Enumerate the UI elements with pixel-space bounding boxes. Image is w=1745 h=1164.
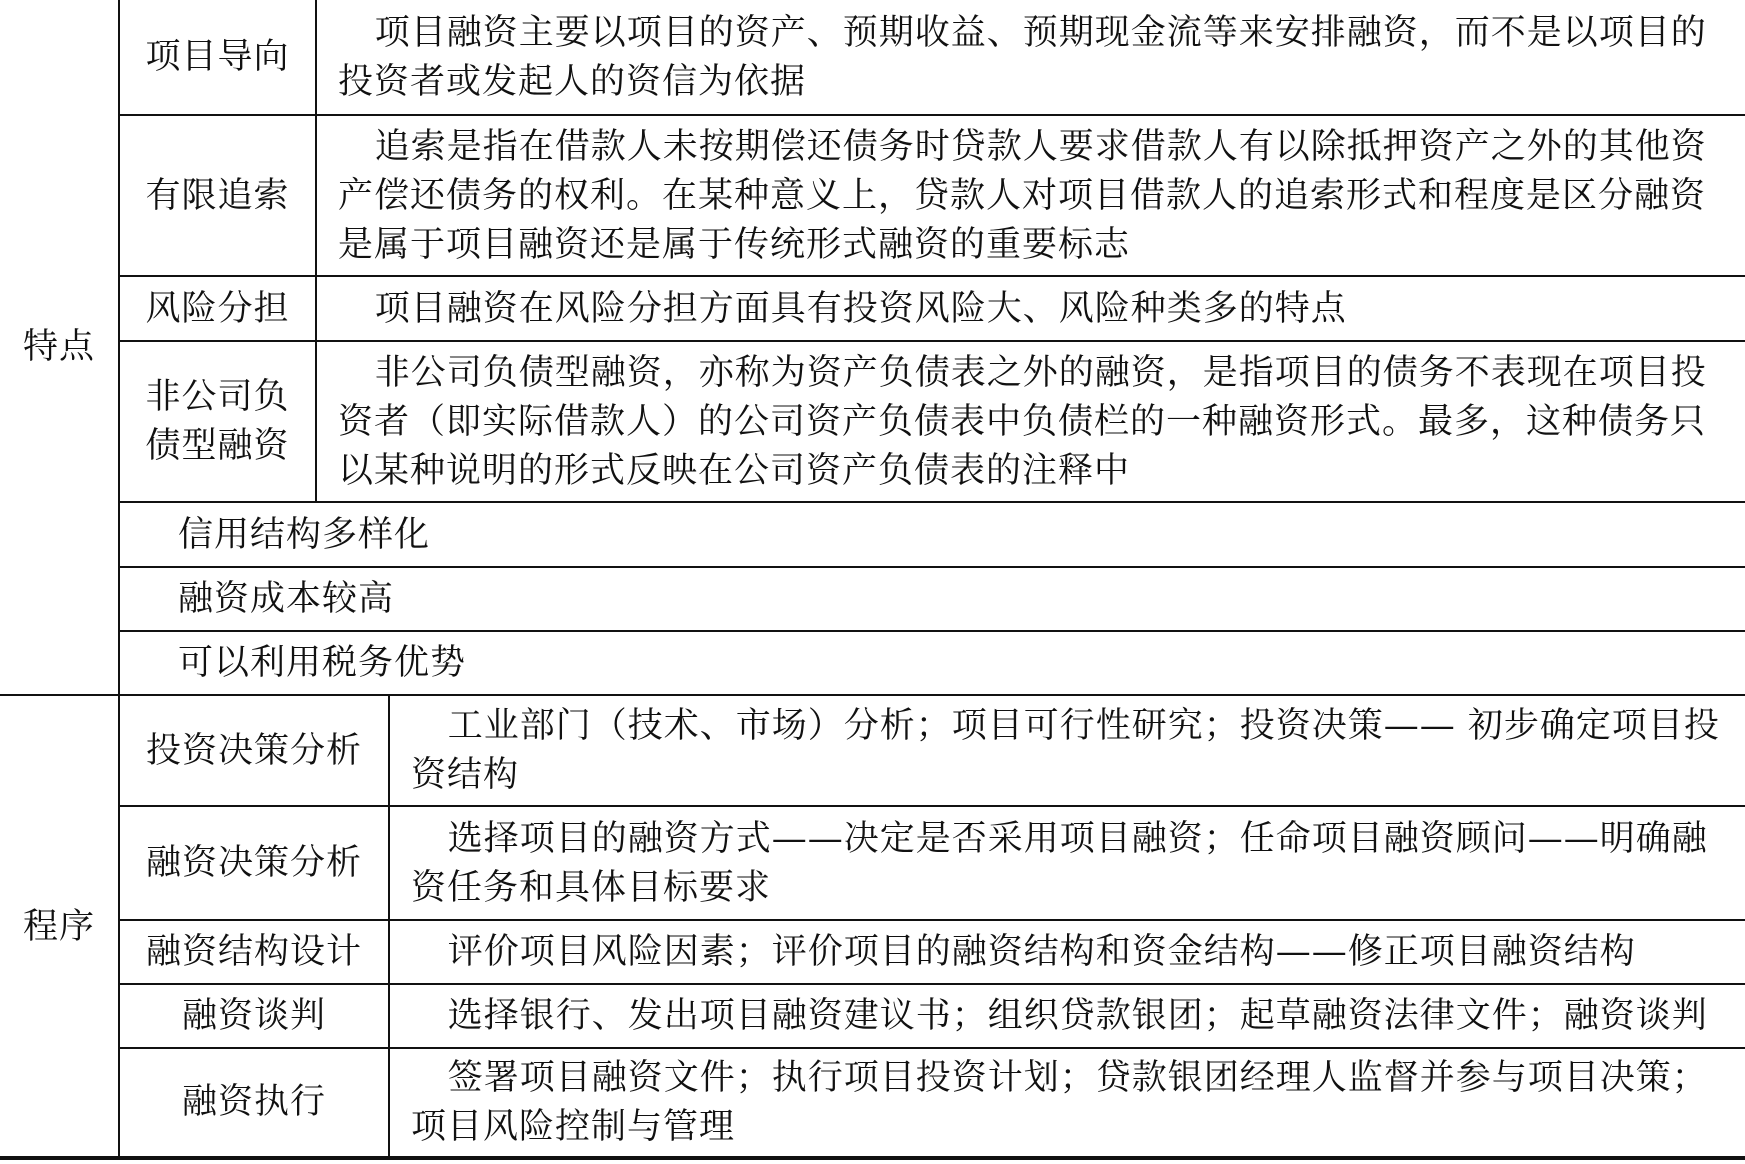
- procedure-desc: [411, 1049, 1730, 1156]
- feature-desc: [338, 116, 1730, 276]
- feature-merged-item: 可以利用税务优势: [178, 642, 467, 683]
- feature-desc: [338, 342, 1730, 502]
- feature-name: 有限追索: [145, 175, 290, 216]
- procedure-name: 投资决策分析: [145, 730, 362, 771]
- procedure-desc-text: 选择银行、发出项目融资建议书；组织贷款银团；起草融资法律文件；融资谈判: [447, 996, 1708, 1036]
- procedure-desc-text: 选择项目的融资方式——决定是否采用项目融资；任命项目融资顾问——明确融资任务和具体目标要求: [411, 818, 1708, 908]
- rule-table-bottom: [0, 1156, 1745, 1160]
- feature-desc: [338, 277, 1730, 341]
- procedure-name: 融资决策分析: [145, 843, 362, 883]
- feature-name: 项目导向: [145, 37, 290, 77]
- procedure-desc: [411, 985, 1730, 1048]
- feature-name: 风险分担: [145, 288, 290, 329]
- procedure-name: 融资执行: [181, 1082, 326, 1122]
- feature-desc-text: 项目融资主要以项目的资产、预期收益、预期现金流等来安排融资，而不是以项目的投资者或发起人的资信为依据: [338, 12, 1707, 102]
- feature-merged-item: 融资成本较高: [178, 578, 395, 619]
- feature-merged-item: 信用结构多样化: [178, 514, 431, 555]
- procedure-desc-text: 评价项目风险因素；评价项目的融资结构和资金结构——修正项目融资结构: [447, 932, 1636, 972]
- feature-desc-text: 追索是指在借款人未按期偿还债务时贷款人要求借款人有以除抵押资产之外的其他资产偿还债务的权利。在某种意义上，贷款人对项目借款人的追索形式和程度是区分融资是属于项目融资还是属于传统形式融资的重要标志: [338, 126, 1707, 265]
- procedure-desc: [411, 696, 1730, 806]
- feature-desc: [338, 0, 1730, 115]
- procedure-desc-text: 签署项目融资文件；执行项目投资计划；贷款银团经理人监督并参与项目决策；项目风险控制与管理: [411, 1057, 1708, 1147]
- procedure-desc-text: 工业部门（技术、市场）分析；项目可行性研究；投资决策—— 初步确定项目投资结构: [411, 706, 1720, 795]
- feature-name-line2: 债型融资: [145, 426, 290, 466]
- procedure-name: 融资结构设计: [145, 932, 362, 972]
- section-label-features: 特点: [22, 327, 95, 367]
- feature-desc-text: 项目融资在风险分担方面具有投资风险大、风险种类多的特点: [374, 288, 1347, 329]
- procedure-name: 融资谈判: [181, 996, 326, 1036]
- feature-desc-text: 非公司负债型融资，亦称为资产负债表之外的融资，是指项目的债务不表现在项目投资者（即实际借款人）的公司资产负债表中负债栏的一种融资形式。最多，这种债务只以某种说明的形式反映在公司资产负债表的注释中: [338, 352, 1707, 491]
- feature-name-line1: 非公司负: [145, 377, 290, 417]
- procedure-desc: [411, 921, 1730, 984]
- section-label-procedure: 程序: [22, 907, 95, 947]
- procedure-desc: [411, 807, 1730, 920]
- rule-procedure-name-right: [388, 695, 390, 1160]
- rule-features-name-right: [315, 0, 317, 502]
- feature-name-two-line: [120, 342, 315, 502]
